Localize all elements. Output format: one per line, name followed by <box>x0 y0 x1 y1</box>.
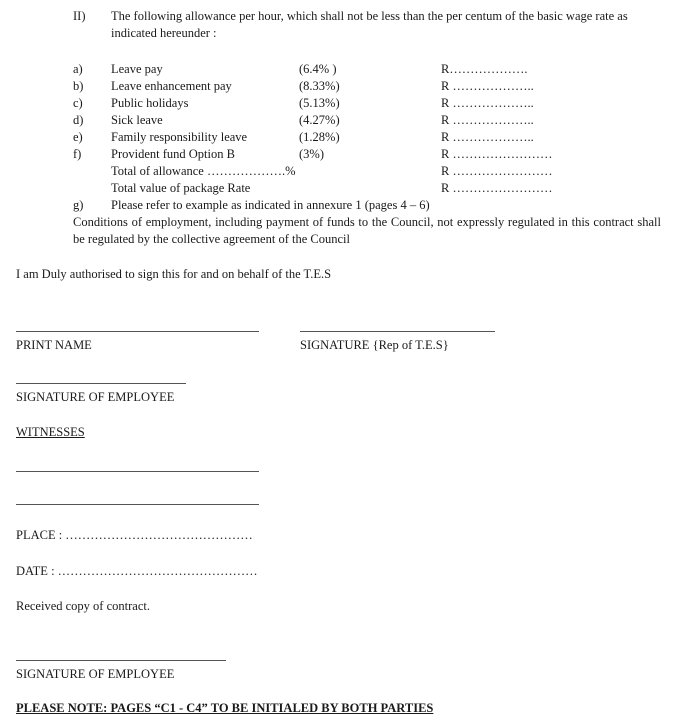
employee-signature-line-2[interactable] <box>16 660 226 661</box>
please-note: PLEASE NOTE: PAGES “C1 - C4” TO BE INITIALED BY BOTH PARTIES <box>16 701 434 715</box>
section-number: II) <box>73 9 86 23</box>
total-allowance-amount: R …………………… <box>441 164 553 178</box>
allowance-percentage: (5.13%) <box>299 96 340 110</box>
total-allowance-label: Total of allowance ……………….% <box>111 164 296 178</box>
conditions-paragraph: Conditions of employment, including payment of funds to the Council, not expressly regulated in this contract shall be regulated by the collective agreement of the Council <box>73 215 661 246</box>
allowance-amount: R………………. <box>441 62 528 76</box>
allowance-amount: R ……………….. <box>441 79 534 93</box>
allowance-name: Leave pay <box>111 62 163 76</box>
allowance-letter: b) <box>73 79 84 93</box>
allowance-amount: R …………………… <box>441 147 553 161</box>
employee-signature-line[interactable] <box>16 383 186 384</box>
allowance-letter: e) <box>73 130 83 144</box>
allowance-percentage: (1.28%) <box>299 130 340 144</box>
allowance-amount: R ……………….. <box>441 113 534 127</box>
allowance-name: Provident fund Option B <box>111 147 235 161</box>
allowance-letter: f) <box>73 147 82 161</box>
allowance-percentage: (3%) <box>299 147 324 161</box>
note-text: Please refer to example as indicated in annexure 1 (pages 4 – 6) <box>111 198 430 212</box>
authorised-statement: I am Duly authorised to sign this for and on behalf of the T.E.S <box>16 267 332 281</box>
allowance-name: Family responsibility leave <box>111 130 248 144</box>
print-name-label: PRINT NAME <box>16 338 92 352</box>
rep-signature-label: SIGNATURE {Rep of T.E.S} <box>300 338 449 352</box>
employee-signature-label-2: SIGNATURE OF EMPLOYEE <box>16 667 175 681</box>
date-field[interactable]: DATE : ………………………………………… <box>16 564 258 578</box>
allowance-letter: c) <box>73 96 83 110</box>
employee-signature-label: SIGNATURE OF EMPLOYEE <box>16 390 175 404</box>
allowance-name: Sick leave <box>111 113 163 127</box>
witnesses-heading: WITNESSES <box>16 425 85 439</box>
rep-signature-line[interactable] <box>300 331 495 332</box>
allowance-name: Public holidays <box>111 96 189 110</box>
allowance-name: Leave enhancement pay <box>111 79 232 93</box>
print-name-line[interactable] <box>16 331 259 332</box>
total-package-label: Total value of package Rate <box>111 181 251 195</box>
received-copy-text: Received copy of contract. <box>16 599 150 613</box>
section-intro: The following allowance per hour, which shall not be less than the per centum of the basic wage rate as indicated hereunder : <box>111 9 628 40</box>
allowance-percentage: (4.27%) <box>299 113 340 127</box>
allowance-letter: d) <box>73 113 84 127</box>
place-field[interactable]: PLACE : ……………………………………… <box>16 528 253 542</box>
witness-line-1[interactable] <box>16 471 259 472</box>
witness-line-2[interactable] <box>16 504 259 505</box>
total-package-amount: R …………………… <box>441 181 553 195</box>
allowance-letter: a) <box>73 62 83 76</box>
allowance-amount: R ……………….. <box>441 96 534 110</box>
allowance-amount: R ……………….. <box>441 130 534 144</box>
allowance-percentage: (6.4% ) <box>299 62 337 76</box>
allowance-percentage: (8.33%) <box>299 79 340 93</box>
note-letter: g) <box>73 198 84 212</box>
